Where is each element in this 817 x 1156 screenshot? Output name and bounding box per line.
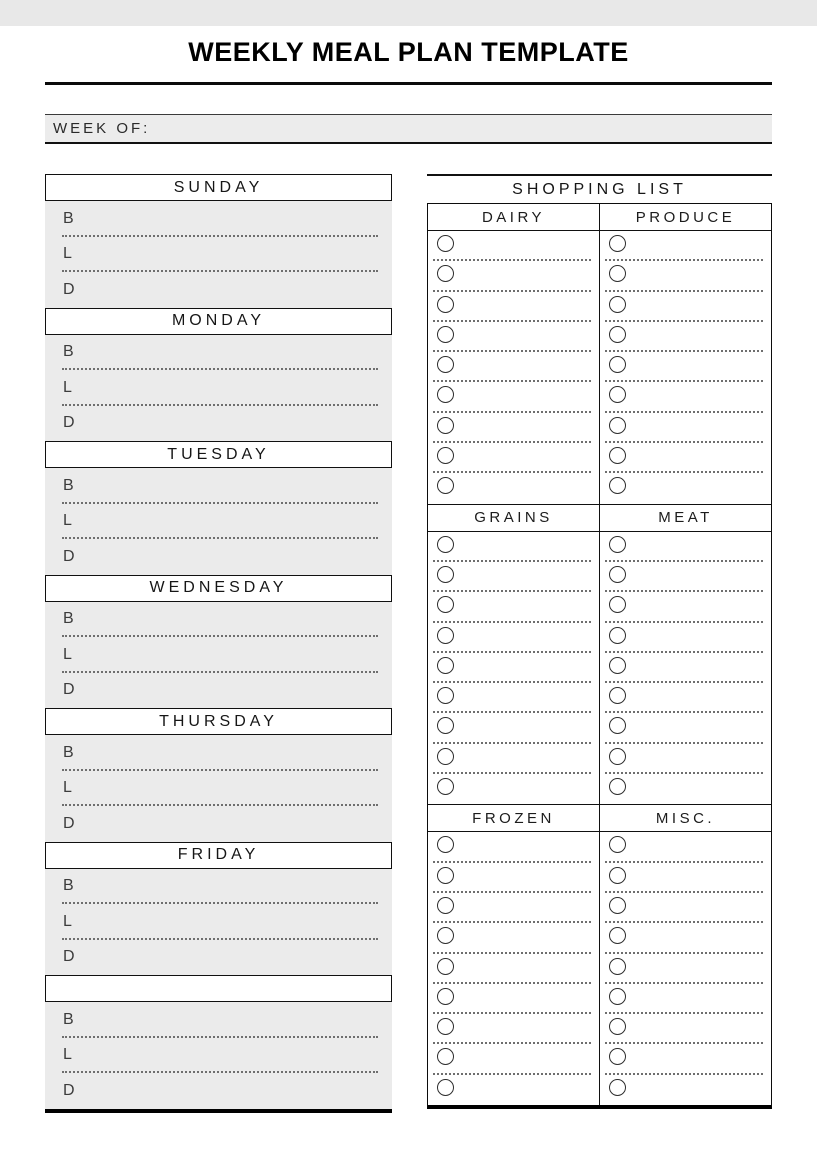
shopping-section-items xyxy=(428,231,771,504)
shopping-item-row[interactable] xyxy=(600,832,771,862)
shopping-item-row[interactable] xyxy=(428,443,599,473)
circle-checkbox-icon[interactable] xyxy=(609,988,626,1005)
shopping-item-row[interactable] xyxy=(428,683,599,713)
circle-checkbox-icon[interactable] xyxy=(609,867,626,884)
shopping-item-row[interactable] xyxy=(428,863,599,893)
shopping-section-items xyxy=(428,532,771,805)
circle-checkbox-icon[interactable] xyxy=(437,1079,454,1096)
circle-checkbox-icon[interactable] xyxy=(609,326,626,343)
circle-checkbox-icon[interactable] xyxy=(437,717,454,734)
circle-checkbox-icon[interactable] xyxy=(609,417,626,434)
circle-checkbox-icon[interactable] xyxy=(437,596,454,613)
shopping-item-row[interactable] xyxy=(428,413,599,443)
circle-checkbox-icon[interactable] xyxy=(437,417,454,434)
circle-checkbox-icon[interactable] xyxy=(437,988,454,1005)
title-divider xyxy=(45,82,772,85)
circle-checkbox-icon[interactable] xyxy=(437,927,454,944)
circle-checkbox-icon[interactable] xyxy=(609,1079,626,1096)
circle-checkbox-icon[interactable] xyxy=(437,265,454,282)
day-block-monday xyxy=(45,308,392,442)
shopping-item-row[interactable] xyxy=(600,1044,771,1074)
meal-row-breakfast[interactable] xyxy=(45,735,392,771)
circle-checkbox-icon[interactable] xyxy=(609,386,626,403)
meal-row-dinner[interactable] xyxy=(45,406,392,442)
shopping-column-header: DAIRY xyxy=(481,208,546,226)
meal-row-lunch[interactable] xyxy=(45,904,392,940)
meal-label: L xyxy=(63,245,72,263)
shopping-item-row[interactable] xyxy=(600,923,771,953)
shopping-item-row[interactable] xyxy=(428,653,599,683)
day-block-thursday xyxy=(45,708,392,842)
shopping-item-row[interactable] xyxy=(600,562,771,592)
shopping-item-row[interactable] xyxy=(428,1075,599,1105)
shopping-column-header: PRODUCE xyxy=(599,204,771,230)
shopping-list-table xyxy=(427,203,772,1109)
meal-row-breakfast[interactable] xyxy=(45,335,392,371)
shopping-item-column xyxy=(599,231,771,504)
meal-label: L xyxy=(63,1046,72,1064)
shopping-item-row[interactable] xyxy=(600,352,771,382)
shopping-list-column xyxy=(427,174,772,1109)
shopping-item-row[interactable] xyxy=(600,623,771,653)
shopping-item-row[interactable] xyxy=(600,261,771,291)
meal-row-breakfast[interactable] xyxy=(45,468,392,504)
meal-row-lunch[interactable] xyxy=(45,1038,392,1074)
shopping-column-header: GRAINS xyxy=(474,509,553,527)
circle-checkbox-icon[interactable] xyxy=(609,717,626,734)
meal-row-lunch[interactable] xyxy=(45,771,392,807)
shopping-item-row[interactable] xyxy=(600,443,771,473)
shopping-column-header: FROZEN xyxy=(472,809,555,827)
meal-row-dinner[interactable] xyxy=(45,272,392,308)
shopping-item-column xyxy=(428,231,599,504)
shopping-item-row[interactable] xyxy=(428,713,599,743)
shopping-item-row[interactable] xyxy=(428,473,599,503)
circle-checkbox-icon[interactable] xyxy=(437,627,454,644)
circle-checkbox-icon[interactable] xyxy=(437,447,454,464)
shopping-item-column xyxy=(599,532,771,805)
day-block-tuesday xyxy=(45,441,392,575)
meal-label: B xyxy=(63,877,74,895)
meal-row-lunch[interactable] xyxy=(45,504,392,540)
meal-row-breakfast[interactable] xyxy=(45,1002,392,1038)
meal-label: D xyxy=(63,547,75,565)
circle-checkbox-icon[interactable] xyxy=(437,748,454,765)
shopping-item-row[interactable] xyxy=(600,382,771,412)
meal-row-breakfast[interactable] xyxy=(45,602,392,638)
shopping-item-row[interactable] xyxy=(428,261,599,291)
day-block-friday xyxy=(45,842,392,976)
circle-checkbox-icon[interactable] xyxy=(609,477,626,494)
meal-planner-column xyxy=(45,174,392,1113)
meal-row-breakfast[interactable] xyxy=(45,201,392,237)
circle-checkbox-icon[interactable] xyxy=(609,1048,626,1065)
shopping-item-column xyxy=(428,832,599,1105)
circle-checkbox-icon[interactable] xyxy=(609,447,626,464)
shopping-column-header: MEAT xyxy=(599,505,771,531)
circle-checkbox-icon[interactable] xyxy=(609,356,626,373)
circle-checkbox-icon[interactable] xyxy=(437,326,454,343)
circle-checkbox-icon[interactable] xyxy=(609,627,626,644)
day-label: TUESDAY xyxy=(167,445,270,463)
meal-row-dinner[interactable] xyxy=(45,539,392,575)
shopping-item-row[interactable] xyxy=(600,774,771,804)
circle-checkbox-icon[interactable] xyxy=(609,778,626,795)
circle-checkbox-icon[interactable] xyxy=(437,356,454,373)
shopping-item-column xyxy=(599,832,771,1105)
meal-label: B xyxy=(63,209,74,227)
shopping-item-row[interactable] xyxy=(600,984,771,1014)
shopping-item-row[interactable] xyxy=(428,954,599,984)
shopping-item-row[interactable] xyxy=(428,774,599,804)
shopping-section-headers xyxy=(428,805,771,832)
circle-checkbox-icon[interactable] xyxy=(437,536,454,553)
meal-row-dinner[interactable] xyxy=(45,1073,392,1109)
meal-label: B xyxy=(63,610,74,628)
circle-checkbox-icon[interactable] xyxy=(437,1018,454,1035)
circle-checkbox-icon[interactable] xyxy=(437,1048,454,1065)
circle-checkbox-icon[interactable] xyxy=(437,836,454,853)
day-label: SUNDAY xyxy=(173,178,264,196)
shopping-item-row[interactable] xyxy=(428,292,599,322)
day-block-sunday xyxy=(45,174,392,308)
shopping-item-row[interactable] xyxy=(428,592,599,622)
circle-checkbox-icon[interactable] xyxy=(609,836,626,853)
circle-checkbox-icon[interactable] xyxy=(437,687,454,704)
week-of-input-area[interactable] xyxy=(150,115,772,142)
shopping-item-row[interactable] xyxy=(600,532,771,562)
day-meals xyxy=(45,602,392,709)
shopping-item-row[interactable] xyxy=(428,1044,599,1074)
circle-checkbox-icon[interactable] xyxy=(609,296,626,313)
shopping-item-row[interactable] xyxy=(600,744,771,774)
circle-checkbox-icon[interactable] xyxy=(609,235,626,252)
shopping-item-row[interactable] xyxy=(600,322,771,352)
shopping-column-header: MISC. xyxy=(599,805,771,831)
day-header xyxy=(45,842,392,869)
meal-label: D xyxy=(63,280,75,298)
shopping-item-row[interactable] xyxy=(600,1014,771,1044)
meal-row-lunch[interactable] xyxy=(45,237,392,273)
circle-checkbox-icon[interactable] xyxy=(437,386,454,403)
shopping-item-row[interactable] xyxy=(428,1014,599,1044)
meal-label: D xyxy=(63,681,75,699)
page-title: WEEKLY MEAL PLAN TEMPLATE xyxy=(188,37,629,67)
meal-label: D xyxy=(63,814,75,832)
day-header xyxy=(45,708,392,735)
main-content xyxy=(45,174,772,1113)
shopping-item-row[interactable] xyxy=(428,923,599,953)
day-meals xyxy=(45,201,392,308)
circle-checkbox-icon[interactable] xyxy=(437,566,454,583)
circle-checkbox-icon[interactable] xyxy=(437,235,454,252)
meal-row-lunch[interactable] xyxy=(45,637,392,673)
day-block-wednesday xyxy=(45,575,392,709)
shopping-item-row[interactable] xyxy=(600,292,771,322)
week-of-bar xyxy=(45,114,772,144)
shopping-section-frozen-misc xyxy=(428,804,771,1105)
meal-label: L xyxy=(63,779,72,797)
day-header xyxy=(45,174,392,201)
circle-checkbox-icon[interactable] xyxy=(437,778,454,795)
meal-label: B xyxy=(63,1010,74,1028)
circle-checkbox-icon[interactable] xyxy=(609,265,626,282)
circle-checkbox-icon[interactable] xyxy=(437,867,454,884)
day-label: THURSDAY xyxy=(159,712,278,730)
circle-checkbox-icon[interactable] xyxy=(437,657,454,674)
shopping-item-row[interactable] xyxy=(600,1075,771,1105)
top-strip xyxy=(0,0,817,26)
circle-checkbox-icon[interactable] xyxy=(437,477,454,494)
day-label: WEDNESDAY xyxy=(149,579,288,596)
circle-checkbox-icon[interactable] xyxy=(609,657,626,674)
shopping-item-row[interactable] xyxy=(428,322,599,352)
shopping-item-row[interactable] xyxy=(600,653,771,683)
week-of-label: WEEK OF: xyxy=(53,120,151,137)
meal-label: L xyxy=(63,378,72,396)
shopping-section-items xyxy=(428,832,771,1105)
meal-row-breakfast[interactable] xyxy=(45,869,392,905)
shopping-list-title: SHOPPING LIST xyxy=(427,174,772,203)
meal-label: B xyxy=(63,743,74,761)
day-label: FRIDAY xyxy=(177,846,260,863)
meal-label: L xyxy=(63,645,72,663)
shopping-item-row[interactable] xyxy=(428,832,599,862)
circle-checkbox-icon[interactable] xyxy=(609,596,626,613)
shopping-item-row[interactable] xyxy=(428,893,599,923)
shopping-item-row[interactable] xyxy=(428,352,599,382)
shopping-section-grains-meat xyxy=(428,504,771,805)
shopping-item-row[interactable] xyxy=(600,592,771,622)
meal-label: D xyxy=(63,414,75,432)
day-header xyxy=(45,575,392,602)
day-header xyxy=(45,441,392,468)
shopping-item-row[interactable] xyxy=(428,744,599,774)
meal-label: L xyxy=(63,512,72,530)
circle-checkbox-icon[interactable] xyxy=(437,897,454,914)
meal-label: B xyxy=(63,476,74,494)
circle-checkbox-icon[interactable] xyxy=(609,927,626,944)
circle-checkbox-icon[interactable] xyxy=(437,296,454,313)
shopping-item-column xyxy=(428,532,599,805)
shopping-section-headers xyxy=(428,204,771,231)
meal-row-lunch[interactable] xyxy=(45,370,392,406)
circle-checkbox-icon[interactable] xyxy=(609,566,626,583)
shopping-section-dairy-produce xyxy=(428,204,771,504)
shopping-section-headers xyxy=(428,505,771,532)
shopping-item-row[interactable] xyxy=(428,623,599,653)
day-meals xyxy=(45,335,392,442)
day-meals xyxy=(45,468,392,575)
meal-row-dinner[interactable] xyxy=(45,673,392,709)
day-header-blank[interactable] xyxy=(45,975,392,1002)
circle-checkbox-icon[interactable] xyxy=(609,958,626,975)
shopping-item-row[interactable] xyxy=(428,231,599,261)
meal-row-dinner[interactable] xyxy=(45,806,392,842)
day-label: MONDAY xyxy=(171,312,266,329)
day-meals xyxy=(45,735,392,842)
meal-label: L xyxy=(63,912,72,930)
circle-checkbox-icon[interactable] xyxy=(609,536,626,553)
shopping-item-row[interactable] xyxy=(600,713,771,743)
meal-label: B xyxy=(63,343,74,361)
meal-row-dinner[interactable] xyxy=(45,940,392,976)
circle-checkbox-icon[interactable] xyxy=(437,958,454,975)
shopping-item-row[interactable] xyxy=(428,382,599,412)
shopping-item-row[interactable] xyxy=(600,683,771,713)
meal-label: D xyxy=(63,1081,75,1099)
day-header xyxy=(45,308,392,335)
circle-checkbox-icon[interactable] xyxy=(609,1018,626,1035)
day-block-blank xyxy=(45,975,392,1109)
circle-checkbox-icon[interactable] xyxy=(609,897,626,914)
circle-checkbox-icon[interactable] xyxy=(609,748,626,765)
day-meals xyxy=(45,1002,392,1109)
shopping-item-row[interactable] xyxy=(600,954,771,984)
shopping-item-row[interactable] xyxy=(428,984,599,1014)
shopping-item-row[interactable] xyxy=(428,562,599,592)
shopping-item-row[interactable] xyxy=(600,473,771,503)
shopping-item-row[interactable] xyxy=(600,863,771,893)
meal-label: D xyxy=(63,948,75,966)
shopping-item-row[interactable] xyxy=(600,413,771,443)
shopping-item-row[interactable] xyxy=(600,893,771,923)
shopping-item-row[interactable] xyxy=(600,231,771,261)
shopping-item-row[interactable] xyxy=(428,532,599,562)
day-meals xyxy=(45,869,392,976)
circle-checkbox-icon[interactable] xyxy=(609,687,626,704)
